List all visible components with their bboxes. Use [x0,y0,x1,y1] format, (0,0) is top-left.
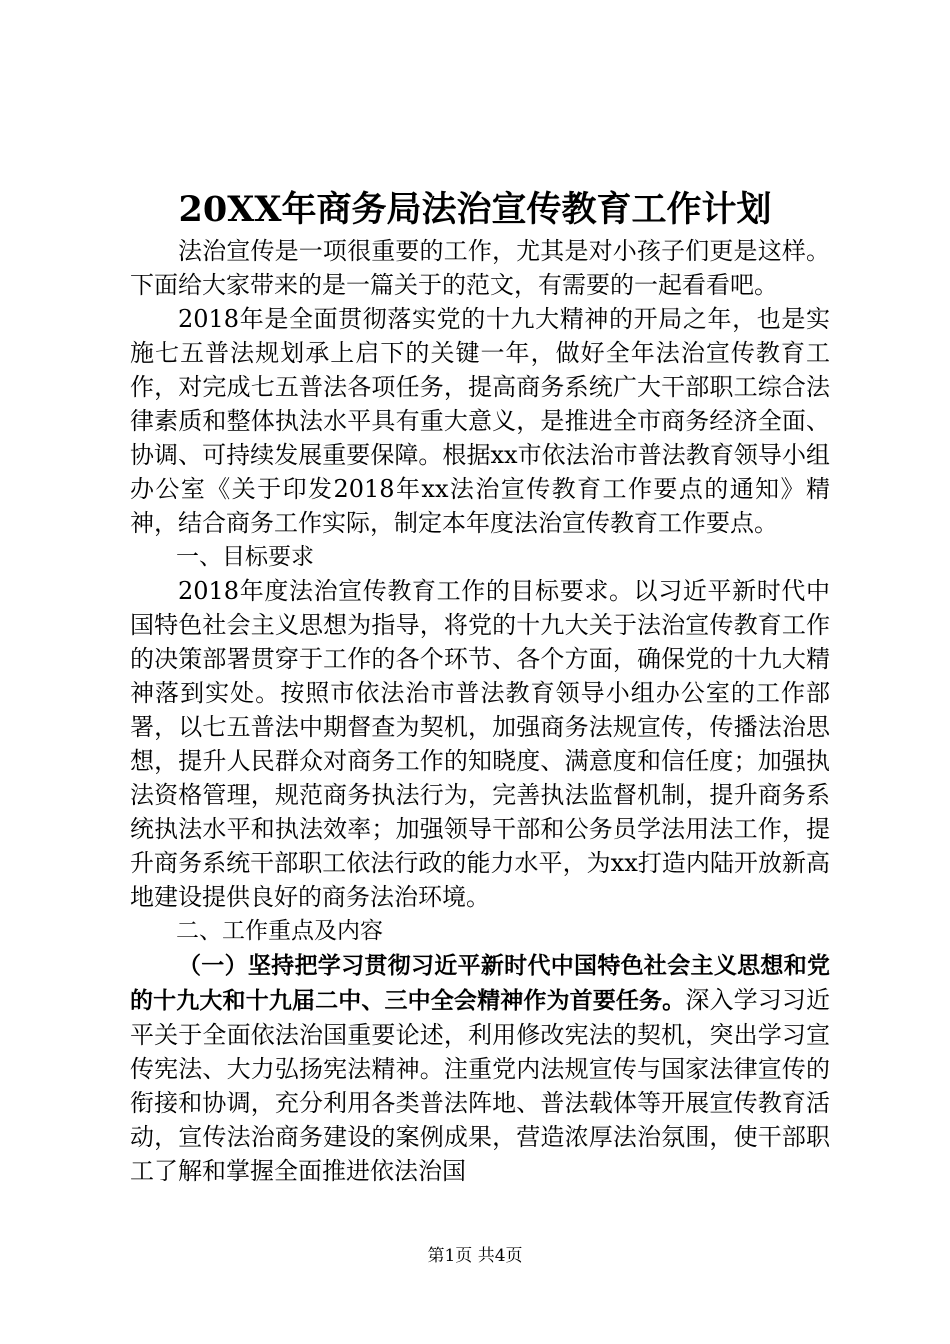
goals-paragraph: 2018年度法治宣传教育工作的目标要求。以习近平新时代中国特色社会主义思想为指导，将党的十九大关于法治宣传教育工作的决策部署贯穿于工作的各个环节、各个方面，确保党的十九大精神落到实处。按照市依法治市普法教育领导小组办公室的工作部署，以七五普法中期督查为契机，加强商务法规宣传，传播法治思想，提升人民群众对商务工作的知晓度、满意度和信任度；加强执法资格管理，规范商务执法行为，完善执法监督机制，提升商务系统执法水平和执法效率；加强领导干部和公务员学法用法工作，提升商务系统干部职工依法行政的能力水平，为xx打造内陆开放新高地建设提供良好的商务法治环境。 [130,577,830,911]
document-title: 20XX年商务局法治宣传教育工作计划 [178,189,772,230]
background-paragraph: 2018年是全面贯彻落实党的十九大精神的开局之年，也是实施七五普法规划承上启下的关键一年，做好全年法治宣传教育工作，对完成七五普法各项任务，提高商务系统广大干部职工综合法律素质和整体执法水平具有重大意义，是推进全市商务经济全面、协调、可持续发展重要保障。根据xx市依法治市普法教育领导小组办公室《关于印发2018年xx法治宣传教育工作要点的通知》精神，结合商务工作实际，制定本年度法治宣传教育工作要点。 [130,305,830,537]
intro-paragraph: 法治宣传是一项很重要的工作，尤其是对小孩子们更是这样。下面给大家带来的是一篇关于的范文，有需要的一起看看吧。 [130,237,830,299]
subsection-lead-sentence: （一）坚持把学习贯彻习近平新时代中国特色社会主义思想和党的十九大和十九届二中、三中全会精神作为首要任务。 [130,953,830,1014]
document-body [130,234,830,1188]
key-work-paragraph [130,948,830,1188]
page-number-footer: 第1页 共4页 [427,1246,523,1266]
subsection-body-text: 深入学习习近平关于全面依法治国重要论述，利用修改宪法的契机，突出学习宣传宪法、大力弘扬宪法精神。注重党内法规宣传与国家法律宣传的衔接和协调，充分利用各类普法阵地、普法载体等开展宣传教育活动，宣传法治商务建设的案例成果，营造浓厚法治氛围，使干部职工了解和掌握全面推进依法治国 [130,986,831,1185]
section-heading-key-work: 二、工作重点及内容 [176,918,383,944]
section-heading-goals: 一、目标要求 [176,544,314,570]
